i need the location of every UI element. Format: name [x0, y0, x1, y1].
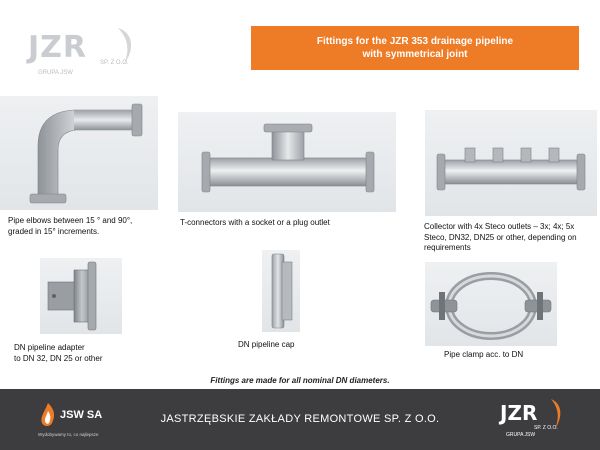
- pipe-clamp-caption-line: Pipe clamp acc. to DN: [444, 350, 524, 359]
- pipeline-adapter-photo: [40, 258, 122, 334]
- jzr-logo: [28, 26, 138, 82]
- pipeline-adapter-icon: [40, 258, 122, 334]
- jzr-footer-logo-text: JZR: [500, 401, 538, 425]
- t-connector-photo: [178, 112, 396, 212]
- banner-title-line2: with symmetrical joint: [362, 49, 468, 60]
- jzr-footer-logo: [500, 397, 570, 445]
- pipeline-cap-photo: [262, 250, 300, 332]
- jsw-slogan: Wydobywamy to, co najlepsze: [38, 432, 99, 437]
- diameter-note: Fittings are made for all nominal DN diameters.: [210, 376, 390, 385]
- footer: [0, 389, 600, 450]
- pipeline-cap-caption: [238, 340, 358, 351]
- collector-caption-line: Steco, DN32, DN25 or other, depending on: [424, 232, 577, 242]
- title-banner: [251, 26, 579, 70]
- jsw-name: JSW SA: [60, 409, 103, 421]
- t-connector-icon: [178, 112, 396, 212]
- pipe-elbow-caption: [8, 216, 188, 237]
- pipeline-cap-icon: [262, 250, 300, 332]
- collector-photo: [425, 110, 597, 216]
- jzr-logo-sp: SP. Z O.O.: [100, 60, 129, 66]
- t-connector-caption-line: T-connectors with a socket or a plug outlet: [180, 218, 330, 227]
- jzr-footer-grupa: GRUPA JSW: [506, 432, 536, 438]
- pipe-elbow-caption-line: Pipe elbows between 15 ° and 90°,: [8, 216, 133, 225]
- pipe-clamp-icon: [425, 262, 557, 346]
- collector-caption-line: requirements: [424, 243, 471, 252]
- collector-caption: [424, 222, 600, 254]
- pipe-elbow-caption-line: graded in 15° increments.: [8, 226, 100, 236]
- pipeline-cap-caption-line: DN pipeline cap: [238, 340, 295, 349]
- jzr-logo-text: JZR: [28, 30, 88, 65]
- pipe-clamp-caption: [444, 350, 584, 361]
- t-connector-caption: [180, 218, 400, 229]
- pipe-elbow-icon: [0, 96, 158, 210]
- company-name: JASTRZĘBSKIE ZAKŁADY REMONTOWE SP. Z O.O.: [160, 413, 440, 425]
- pipe-elbow-photo: [0, 96, 158, 210]
- pipeline-adapter-caption-line: DN pipeline adapter: [14, 343, 85, 352]
- jzr-logo-grupa: GRUPA JSW: [38, 70, 73, 76]
- pipeline-adapter-caption-line: to DN 32, DN 25 or other: [14, 353, 103, 363]
- jzr-footer-sp: SP. Z O.O.: [534, 425, 558, 431]
- collector-caption-line: Collector with 4x Steco outlets – 3x; 4x; 5x: [424, 222, 575, 231]
- jsw-flame-icon: [38, 401, 58, 429]
- banner-title: [317, 35, 513, 61]
- banner-title-line1: Fittings for the JZR 353 drainage pipeline: [316, 36, 514, 47]
- jsw-logo: [38, 399, 118, 443]
- pipe-clamp-photo: [425, 262, 557, 346]
- pipeline-adapter-caption: [14, 343, 174, 364]
- collector-icon: [425, 110, 597, 216]
